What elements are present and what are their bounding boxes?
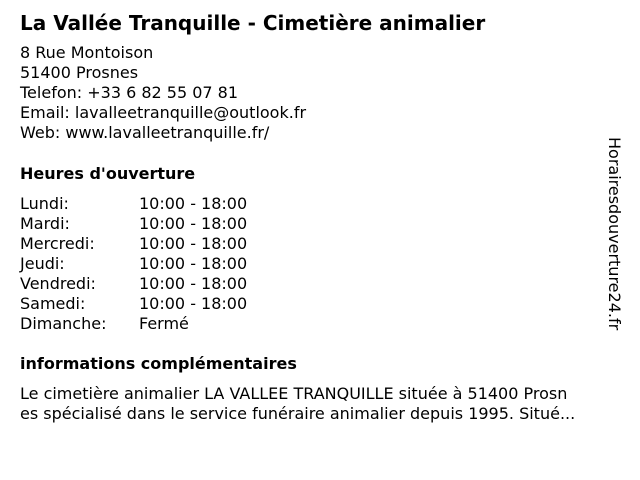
hours-day: Mercredi:: [20, 234, 95, 253]
contact-block: [20, 43, 306, 143]
hours-row-wednesday: [20, 234, 247, 254]
hours-time: 10:00 - 18:00: [139, 234, 248, 253]
hours-row-saturday: [20, 294, 247, 314]
hours-day: Dimanche:: [20, 314, 107, 333]
hours-day: Samedi:: [20, 294, 86, 313]
phone-number: Telefon: +33 6 82 55 07 81: [20, 83, 239, 102]
info-heading: informations complémentaires: [20, 354, 297, 373]
website-url: Web: www.lavalleetranquille.fr/: [20, 123, 270, 142]
hours-time: 10:00 - 18:00: [139, 274, 248, 293]
city-address: 51400 Prosnes: [20, 63, 139, 82]
info-description: [20, 384, 628, 424]
hours-row-tuesday: [20, 214, 247, 234]
hours-row-sunday: [20, 314, 247, 334]
hours-row-monday: [20, 194, 247, 214]
hours-day: Lundi:: [20, 194, 69, 213]
hours-heading: Heures d'ouverture: [20, 164, 196, 183]
hours-row-thursday: [20, 254, 247, 274]
hours-time: 10:00 - 18:00: [139, 254, 248, 273]
hours-time: 10:00 - 18:00: [139, 194, 248, 213]
email-address: Email: lavalleetranquille@outlook.fr: [20, 103, 307, 122]
hours-time: Fermé: [139, 314, 189, 333]
street-address: 8 Rue Montoison: [20, 43, 154, 62]
info-line: Le cimetière animalier LA VALLEE TRANQUILLE située à 51400 Prosn: [20, 384, 568, 403]
page-title: La Vallée Tranquille - Cimetière animalier: [20, 11, 486, 35]
hours-row-friday: [20, 274, 247, 294]
hours-day: Vendredi:: [20, 274, 96, 293]
hours-time: 10:00 - 18:00: [139, 294, 248, 313]
hours-day: Mardi:: [20, 214, 70, 233]
hours-day: Jeudi:: [20, 254, 65, 273]
opening-hours-table: [20, 194, 247, 334]
site-watermark: Horairesdouverture24.fr: [605, 137, 624, 331]
hours-time: 10:00 - 18:00: [139, 214, 248, 233]
info-line: es spécialisé dans le service funéraire animalier depuis 1995. Situé...: [20, 404, 576, 423]
